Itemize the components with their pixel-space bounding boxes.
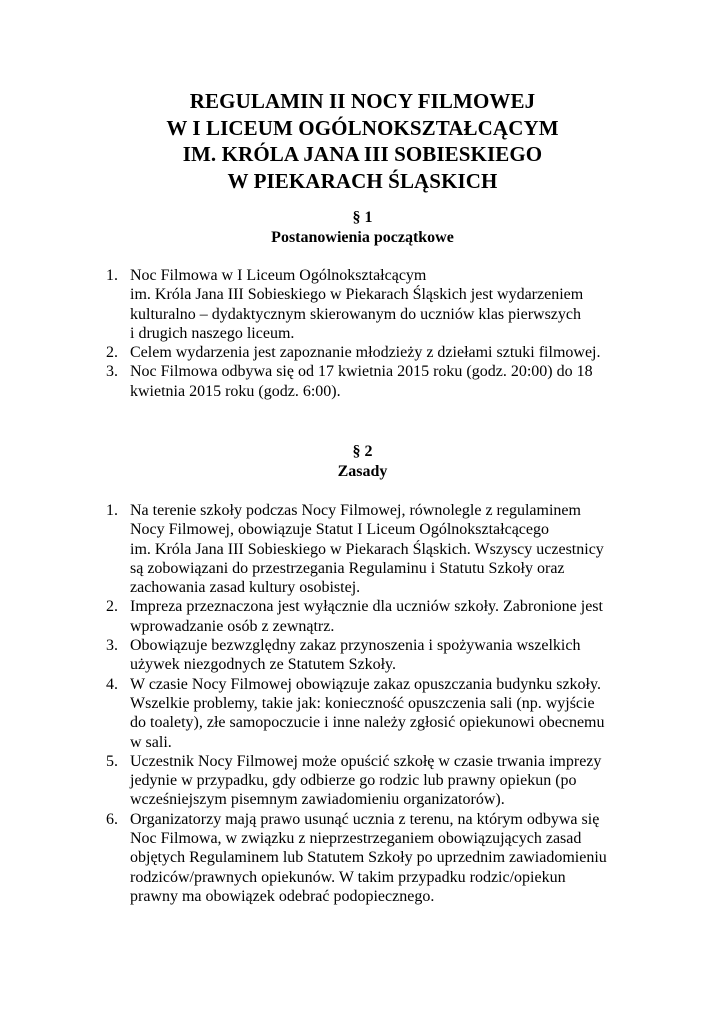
item-text: W czasie Nocy Filmowej obowiązuje zakaz opuszczania budynku szkoły. Wszelkie problemy, takie jak: konieczność opuszczenia sali (np. wyjście do toalety), złe samopoczucie i inne należy zgłosić opiekunowi obecnemu w sali. (130, 675, 605, 751)
item-text: Noc Filmowa odbywa się od 17 kwietnia 2015 roku (godz. 20:00) do 18 kwietnia 2015 roku (godz. 6:00). (130, 363, 593, 400)
section-2-number: § 2 (352, 443, 373, 460)
item-number: 1. (106, 267, 118, 284)
list-item (106, 752, 666, 810)
list-item (106, 266, 666, 343)
list-item (106, 675, 666, 752)
list-item (106, 343, 666, 362)
title-line-1: REGULAMIN II NOCY FILMOWEJ (189, 89, 536, 113)
section-2-heading: Zasady (337, 463, 388, 480)
item-text: Uczestnik Nocy Filmowej może opuścić szkołę w czasie trwania imprezy jedynie w przypadku, gdy odbierze go rodzic lub prawny opiekun (po wcześniejszym pisemnym zawiadomieniu organizatorów). (130, 752, 602, 809)
title-line-2: W I LICEUM OGÓLNOKSZTAŁCĄCYM (166, 115, 559, 140)
item-number: 6. (106, 810, 118, 828)
item-number: 2. (106, 344, 118, 362)
item-text: Celem wydarzenia jest zapoznanie młodzieży z dziełami sztuki filmowej. (130, 344, 601, 362)
list-item (106, 597, 666, 636)
title-line-4: W PIEKARACH ŚLĄSKICH (227, 168, 498, 193)
list-item (106, 810, 666, 906)
list-item (106, 501, 666, 597)
item-text: Obowiązuje bezwzględny zakaz przynoszenia i spożywania wszelkich używek niezgodnych ze Statutem Szkoły. (130, 637, 581, 674)
list-item (106, 636, 666, 675)
item-text: Na terenie szkoły podczas Nocy Filmowej, równolegle z regulaminem Nocy Filmowej, obowiązuje Statut I Liceum Ogólnokształcącego im. Króla Jana III Sobieskiego w Piekarach Śląskich. Wszyscy uczestnicy są zobowiązani do przestrzegania Regulaminu i Statutu Szkoły oraz zachowania zasad kultury osobistej. (130, 502, 604, 597)
item-number: 2. (106, 598, 118, 616)
document-title (0, 88, 725, 194)
item-text: Noc Filmowa w I Liceum Ogólnokształcącym im. Króla Jana III Sobieskiego w Piekarach Śląskich jest wydarzeniem kulturalno – dydaktycznym skierowanym do uczniów klas pierwszych i drugich naszego liceum. (130, 267, 584, 342)
item-text: Organizatorzy mają prawo usunąć ucznia z terenu, na którym odbywa się Noc Filmowa, w związku z nieprzestrzeganiem obowiązujących zasad objętych Regulaminem lub Statutem Szkoły po uprzednim zawiadomieniu rodziców/prawnych opiekunów. W takim przypadku rodzic/opiekun prawny ma obowiązek odebrać podopiecznego. (130, 810, 607, 905)
item-number: 5. (106, 752, 118, 770)
item-text: Impreza przeznaczona jest wyłącznie dla uczniów szkoły. Zabronione jest wprowadzanie osób z zewnątrz. (130, 598, 603, 635)
section-2-header (0, 442, 725, 482)
section-1-number: § 1 (352, 209, 373, 226)
item-number: 3. (106, 637, 118, 655)
item-number: 3. (106, 363, 118, 381)
title-line-3: IM. KRÓLA JANA III SOBIESKIEGO (182, 142, 543, 166)
section-1-list (106, 266, 666, 401)
item-number: 1. (106, 502, 118, 519)
list-item (106, 362, 666, 401)
section-1-header (0, 208, 725, 248)
section-2-list (106, 501, 666, 906)
section-1-heading: Postanowienia początkowe (271, 229, 454, 246)
item-number: 4. (106, 675, 118, 693)
